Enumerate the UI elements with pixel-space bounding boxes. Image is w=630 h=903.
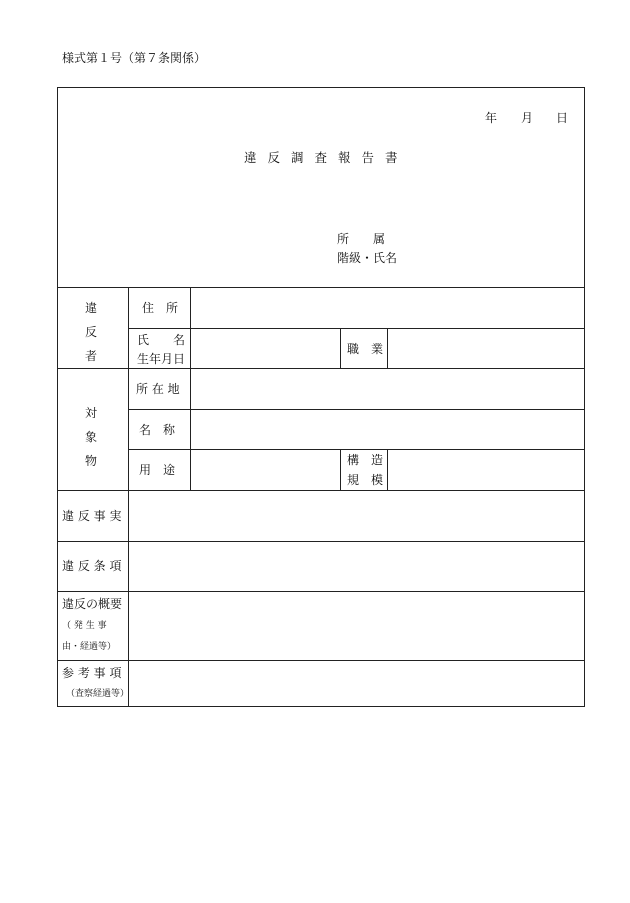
facts-label: 違 反 事 実 bbox=[62, 509, 122, 523]
divider-facts bbox=[57, 541, 585, 542]
violator-char-1: 違 bbox=[84, 301, 97, 315]
birthdate-label: 生年月日 bbox=[137, 352, 186, 366]
articles-label: 違 反 条 項 bbox=[62, 559, 122, 573]
divider-articles bbox=[57, 591, 585, 592]
divider-occupation-left bbox=[340, 328, 341, 368]
divider-header bbox=[57, 287, 585, 288]
divider-structure-left bbox=[340, 449, 341, 490]
divider-occupation-right bbox=[387, 328, 388, 368]
violator-char-3: 者 bbox=[84, 349, 97, 363]
affiliation-label: 所 属 bbox=[337, 232, 386, 246]
divider-address bbox=[128, 328, 585, 329]
address-label: 住 所 bbox=[142, 301, 179, 315]
overview-sub-2: 由・経過等） bbox=[62, 642, 117, 652]
divider-target bbox=[57, 490, 585, 491]
divider-structure-right bbox=[387, 449, 388, 490]
divider-overview bbox=[57, 660, 585, 661]
overview-sub-1: （ 発 生 事 bbox=[62, 621, 107, 631]
divider-sublabel-column bbox=[190, 287, 191, 490]
report-form-frame bbox=[57, 87, 585, 707]
location-label: 所 在 地 bbox=[136, 382, 180, 396]
overview-label: 違反の概要 bbox=[62, 597, 123, 611]
structure-label: 構 造 bbox=[347, 453, 384, 467]
form-number: 様式第１号（第７条関係） bbox=[62, 51, 207, 65]
divider-target-name bbox=[128, 449, 585, 450]
rank-name-label: 階級・氏名 bbox=[337, 251, 398, 265]
document-title: 違反調査報告書 bbox=[244, 150, 409, 165]
divider-label-column bbox=[128, 287, 129, 707]
target-char-2: 象 bbox=[84, 430, 97, 444]
violator-group-label bbox=[81, 296, 101, 368]
name-label: 氏 名 bbox=[137, 333, 186, 347]
use-label: 用 途 bbox=[139, 463, 176, 477]
date-year-label: 年 bbox=[485, 111, 498, 125]
occupation-label: 職 業 bbox=[347, 342, 384, 356]
date-month-label: 月 bbox=[521, 111, 534, 125]
target-char-3: 物 bbox=[84, 454, 97, 468]
divider-location bbox=[128, 409, 585, 410]
violator-char-2: 反 bbox=[84, 325, 97, 339]
target-group-label bbox=[81, 401, 101, 473]
divider-violator bbox=[57, 368, 585, 369]
target-char-1: 対 bbox=[84, 406, 97, 420]
scale-label: 規 模 bbox=[347, 473, 384, 487]
target-name-label: 名 称 bbox=[139, 423, 176, 437]
reference-sub: （査察経過等） bbox=[66, 689, 130, 699]
date-day-label: 日 bbox=[556, 111, 569, 125]
reference-label: 参 考 事 項 bbox=[62, 666, 122, 680]
